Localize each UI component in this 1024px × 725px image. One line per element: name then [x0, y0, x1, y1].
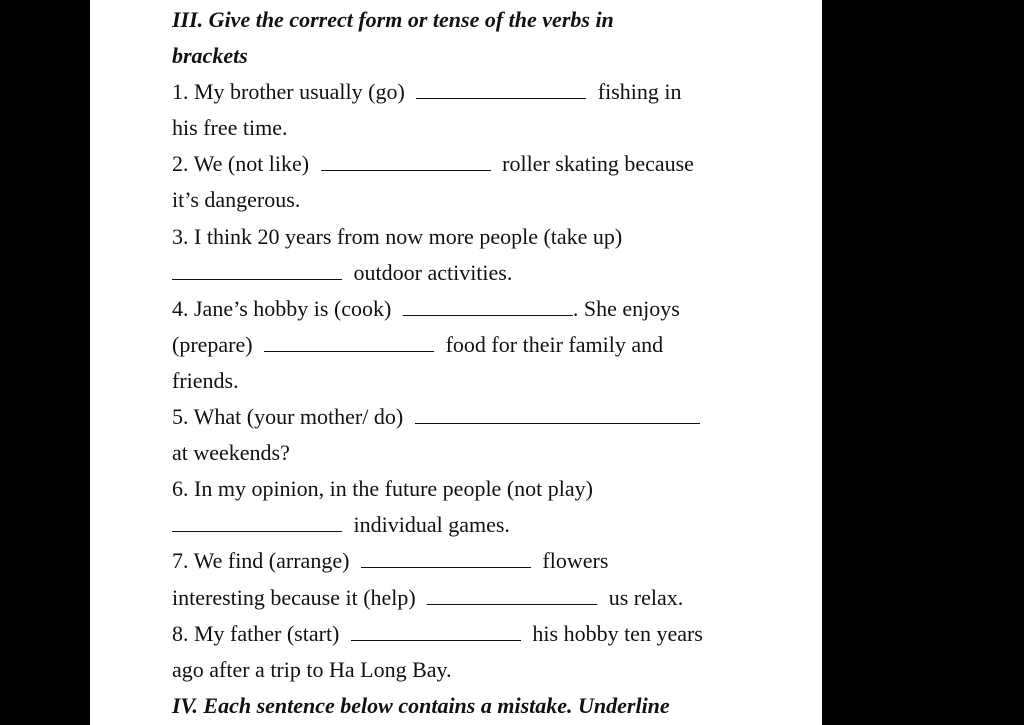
section-3-heading-line2: brackets [172, 43, 248, 69]
question-8-line-1 [172, 616, 812, 652]
question-5-line-2 [172, 435, 812, 471]
question-2-text-b: roller skating because [502, 151, 694, 177]
question-4-line-1 [172, 291, 812, 327]
question-6-line-1 [172, 471, 812, 507]
question-7-text-b: flowers [542, 548, 609, 574]
question-4-text-e: friends. [172, 367, 239, 393]
section-3-heading-line1: III. Give the correct form or tense of the verbs in [172, 7, 614, 32]
section-3-heading [172, 2, 812, 38]
question-1-text-c: his free time. [172, 115, 288, 141]
answer-blank-5 [415, 422, 700, 424]
question-7-line-2 [172, 580, 812, 616]
section-4-heading [172, 688, 812, 724]
question-7-text-d: us relax. [608, 584, 684, 610]
question-1-line-1 [172, 74, 812, 110]
question-7-text-c: interesting because it (help) [172, 584, 416, 610]
section-4-heading-line1: IV. Each sentence below contains a mistake. Underline [172, 692, 670, 718]
worksheet-content [172, 2, 812, 724]
question-8-line-2 [172, 652, 812, 688]
question-3-line-2 [172, 255, 812, 291]
question-4-text-a: 4. Jane’s hobby is (cook) [172, 295, 392, 321]
answer-blank-7a [361, 566, 531, 568]
question-6-text-b: individual games. [353, 512, 510, 538]
question-5-line-1 [172, 399, 812, 435]
question-2-text-a: 2. We (not like) [172, 151, 310, 177]
answer-blank-2 [321, 169, 491, 171]
question-4-line-3 [172, 363, 812, 399]
answer-blank-8 [351, 639, 521, 641]
question-1-line-2 [172, 110, 812, 146]
question-5-text-a: 5. What (your mother/ do) [172, 404, 404, 430]
question-3-text-b: outdoor activities. [353, 259, 513, 285]
question-8-text-c: ago after a trip to Ha Long Bay. [172, 656, 452, 682]
question-6-text-a: 6. In my opinion, in the future people (not play) [172, 476, 593, 502]
question-3-line-1 [172, 219, 812, 255]
question-7-text-a: 7. We find (arrange) [172, 548, 350, 574]
answer-blank-4a [403, 314, 573, 316]
question-4-text-d: food for their family and [445, 331, 664, 357]
question-2-text-c: it’s dangerous. [172, 187, 301, 213]
section-3-heading-cont [172, 38, 812, 74]
question-3-text-a: 3. I think 20 years from now more people (take up) [172, 223, 623, 249]
answer-blank-6 [172, 530, 342, 532]
question-8-text-a: 8. My father (start) [172, 620, 340, 646]
answer-blank-4b [264, 350, 434, 352]
answer-blank-1 [416, 97, 586, 99]
question-6-line-2 [172, 507, 812, 543]
question-4-line-2 [172, 327, 812, 363]
question-8-text-b: his hobby ten years [532, 620, 703, 646]
question-1-text-b: fishing in [597, 79, 682, 105]
answer-blank-3 [172, 278, 342, 280]
question-5-text-b: at weekends? [172, 440, 290, 466]
worksheet-page [90, 0, 822, 725]
question-2-line-1 [172, 146, 812, 182]
question-7-line-1 [172, 543, 812, 579]
question-1-text-a: 1. My brother usually (go) [172, 79, 405, 105]
question-4-text-c: (prepare) [172, 331, 253, 357]
question-4-text-b: . She enjoys [572, 295, 680, 321]
question-2-line-2 [172, 182, 812, 218]
answer-blank-7b [427, 603, 597, 605]
